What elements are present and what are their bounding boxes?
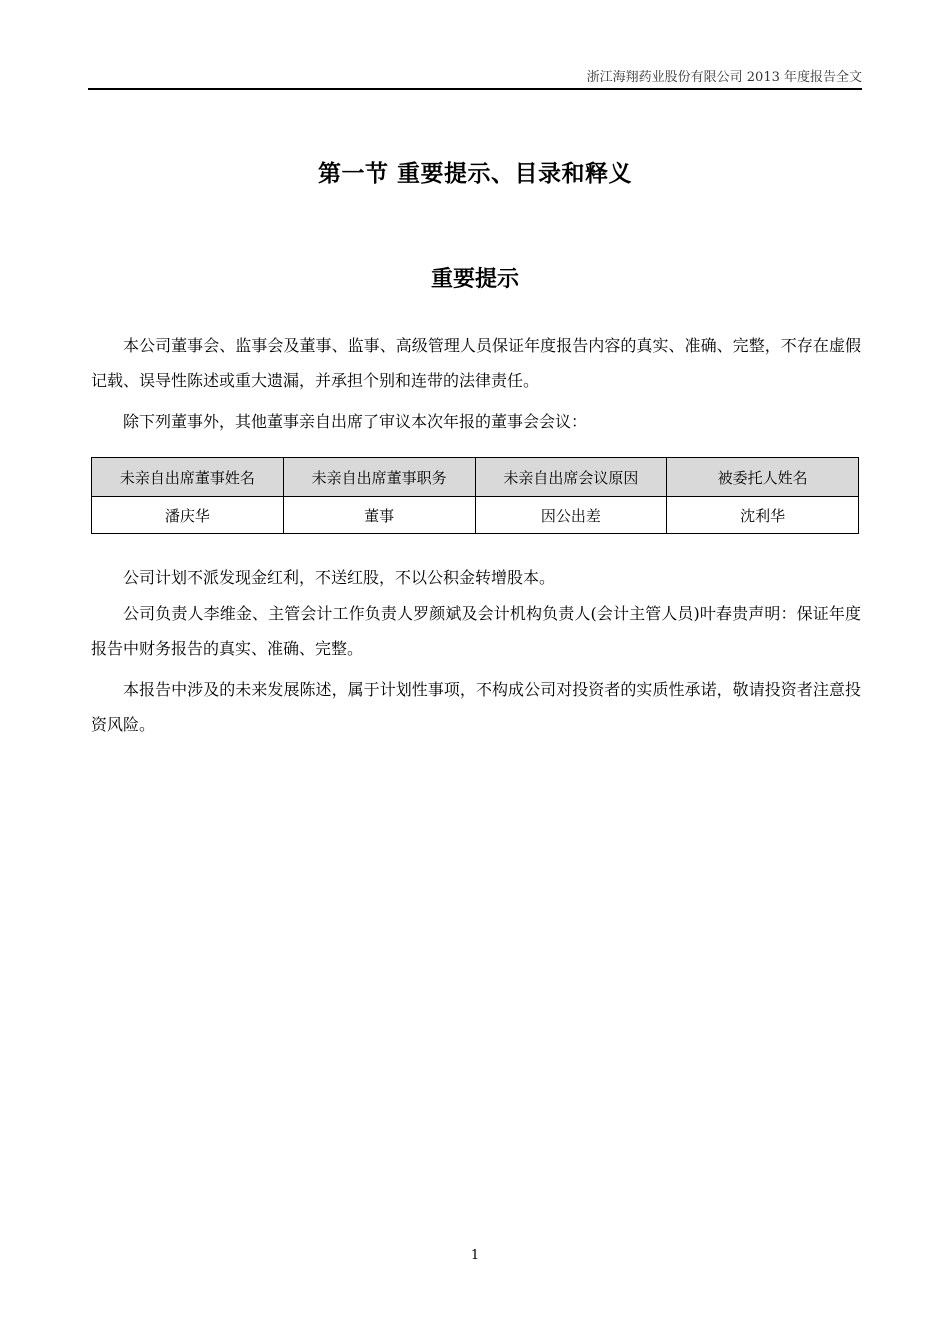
table-row: [92, 497, 859, 534]
table-header-cell: 被委托人姓名: [667, 458, 859, 497]
table-header-row: [92, 458, 859, 497]
table-cell: 董事: [283, 497, 475, 534]
table-cell: 沈利华: [667, 497, 859, 534]
paragraph-absent-intro: 除下列董事外，其他董事亲自出席了审议本次年报的董事会会议：: [123, 412, 588, 431]
subtitle: 重要提示: [430, 266, 519, 292]
table-header-cell: 未亲自出席会议原因: [475, 458, 667, 497]
table-header-cell: 未亲自出席董事姓名: [92, 458, 284, 497]
paragraph-responsible-persons: 公司负责人李维金、主管会计工作负责人罗颜斌及会计机构负责人(会计主管人员)叶春贵声明：保证年度报告中财务报告的真实、准确、完整。: [91, 604, 861, 658]
paragraph-dividend-plan: 公司计划不派发现金红利，不送红股，不以公积金转增股本。: [123, 568, 556, 587]
table-cell: 潘庆华: [92, 497, 284, 534]
paragraph-risk-notice: 本报告中涉及的未来发展陈述，属于计划性事项，不构成公司对投资者的实质性承诺，敬请投资者注意投资风险。: [91, 680, 861, 734]
absent-directors-table: [91, 457, 859, 534]
section-title: 第一节 重要提示、目录和释义: [317, 160, 632, 187]
table-header-cell: 未亲自出席董事职务: [283, 458, 475, 497]
header-divider: [88, 88, 862, 90]
paragraph-board-guarantee: 本公司董事会、监事会及董事、监事、高级管理人员保证年度报告内容的真实、准确、完整，不存在虚假记载、误导性陈述或重大遗漏，并承担个别和连带的法律责任。: [91, 336, 861, 390]
table-cell: 因公出差: [475, 497, 667, 534]
page-number: 1: [470, 1248, 480, 1263]
running-header: 浙江海翔药业股份有限公司 2013 年度报告全文: [586, 70, 862, 85]
